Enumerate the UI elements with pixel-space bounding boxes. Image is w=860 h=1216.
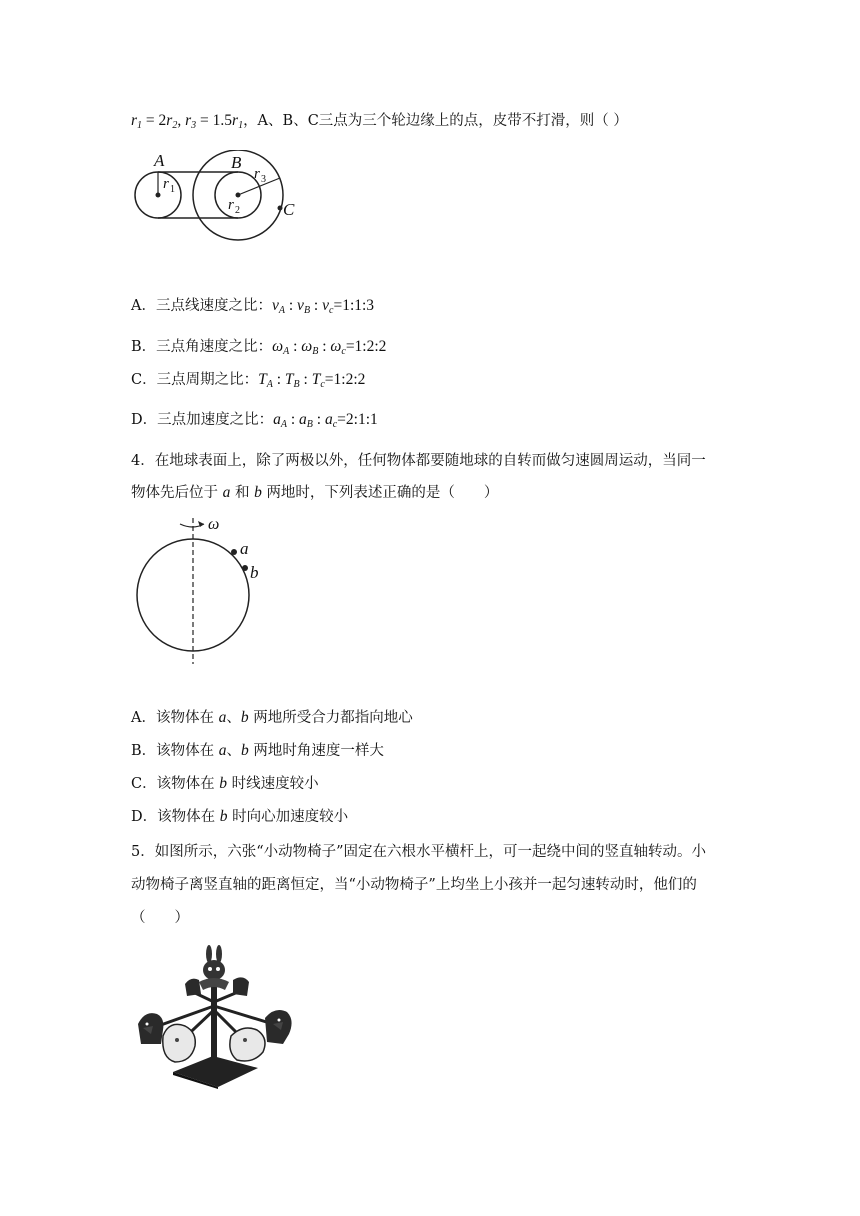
q4-option-d-post: 时向心加速度较小	[232, 809, 349, 825]
q3-option-a-value: =1:1:3	[333, 297, 375, 314]
q4-option-b	[131, 740, 384, 762]
q4-option-b-var-b: b	[241, 742, 249, 759]
q3-option-c-text: C．三点周期之比：	[131, 372, 259, 388]
q4-option-a-mid: 、	[226, 710, 241, 726]
label-r2: r	[228, 197, 234, 213]
q4-option-d-pre: D．该物体在	[131, 809, 216, 825]
q3-option-c: C．三点周期之比：$T_A$ : $T_B$ : $T_c=1:2:2$	[131, 371, 366, 390]
label-B: B	[231, 153, 242, 172]
q3-option-d: D．三点加速度之比：$a_A$ : $a_B$ : $a_c=2:1:1$	[131, 411, 378, 430]
q3-option-b-text: B．三点角速度之比：	[131, 339, 273, 355]
q3-condition-formula: $r_1 = 2r_2$, $r_3 = 1.5r_1$	[131, 112, 244, 131]
q4-option-a-pre: A．该物体在	[131, 710, 214, 726]
q4-option-d	[131, 806, 348, 828]
q3-option-a: A．三点线速度之比：$v_A$ : $v_B$ : $v_c=1:1:3$	[131, 297, 375, 316]
q4-option-a-post: 两地所受合力都指向地心	[253, 710, 413, 726]
label-r3-sub: 3	[261, 174, 266, 185]
q4-stem-line2	[131, 482, 498, 504]
q4-stem-line1: 4．在地球表面上，除了两极以外，任何物体都要随地球的自转而做匀速圆周运动，当同一	[131, 453, 706, 469]
q4-option-c-var-b: b	[219, 775, 227, 792]
q3-option-a-text: A．三点线速度之比：	[131, 298, 272, 314]
q4-stem-text-c: 两地时，下列表述正确的是（ ）	[266, 485, 499, 501]
label-r3: r	[254, 166, 260, 182]
q3-option-b: B．三点角速度之比：$\omega_A$ : $\omega_B$ : $\omega_c=1:2:2$	[131, 338, 387, 357]
q4-option-c-post: 时线速度较小	[231, 776, 319, 792]
label-a: a	[240, 539, 249, 558]
q3-option-d-value: =2:1:1	[337, 411, 378, 428]
q3-option-d-text: D．三点加速度之比：	[131, 412, 274, 428]
earth-rotation-figure	[130, 512, 270, 667]
q4-option-a	[131, 707, 413, 729]
q4-option-a-var-a: a	[218, 709, 227, 726]
point-c-dot	[278, 206, 283, 211]
label-r1-sub: 1	[170, 184, 175, 195]
point-b-dot	[242, 565, 248, 571]
q4-option-a-var-b: b	[240, 709, 249, 726]
q4-option-d-var-b: b	[219, 808, 228, 825]
q4-var-b: b	[254, 484, 262, 501]
q3-stem	[131, 110, 628, 137]
q4-option-b-pre: B．该物体在	[131, 743, 215, 759]
q4-option-b-mid: 、	[226, 743, 242, 759]
label-r1: r	[163, 176, 169, 192]
q5-stem-line3: （ ）	[131, 910, 189, 926]
label-omega: ω	[208, 516, 220, 533]
q4-option-c	[131, 773, 319, 795]
q3-option-b-value: =1:2:2	[345, 338, 387, 355]
q4-var-a: a	[222, 484, 231, 501]
label-b: b	[250, 563, 259, 582]
q5-stem-line1: 5．如图所示，六张“小动物椅子”固定在六根水平横杆上，可一起绕中间的竖直轴转动。小	[131, 844, 707, 860]
belt-wheels-figure	[128, 150, 303, 245]
label-C: C	[283, 200, 295, 219]
q4-option-b-post: 两地时角速度一样大	[253, 743, 384, 759]
q3-stem-text: ，A、B、C三点为三个轮边缘上的点，皮带不打滑，则（ ）	[243, 113, 628, 129]
q3-option-c-value: =1:2:2	[324, 371, 366, 388]
animal-carousel-figure	[133, 944, 298, 1089]
q5-stem-line2: 动物椅子离竖直轴的距离恒定，当“小动物椅子”上均坐上小孩并一起匀速转动时，他们的	[131, 877, 697, 893]
label-r2-sub: 2	[235, 205, 240, 216]
label-A: A	[154, 151, 165, 170]
q4-option-b-var-a: a	[218, 742, 227, 759]
point-a-dot	[231, 549, 237, 555]
q4-option-c-pre: C．该物体在	[131, 776, 215, 792]
q4-stem-text-b: 和	[234, 485, 250, 501]
q4-stem-text-a: 物体先后位于	[131, 485, 218, 501]
